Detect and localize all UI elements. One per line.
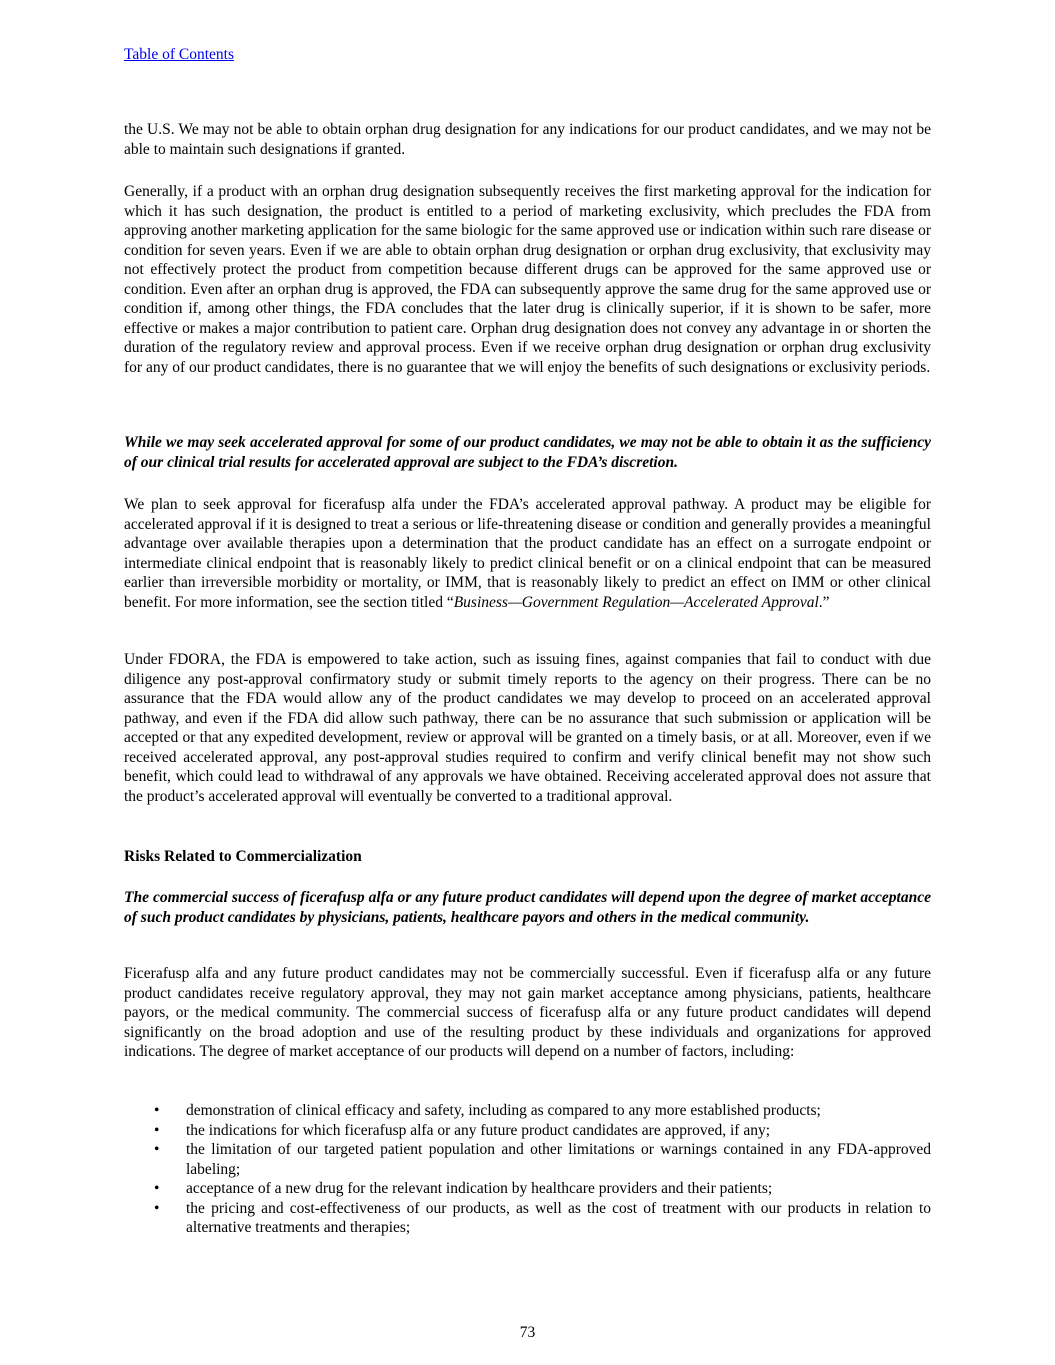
risk-heading-market-acceptance: The commercial success of ficerafusp alfa or any future product candidates will depend upon the degree of market acceptance of such product candidates by physicians, patients, healthcare payors and others in the medical community. (124, 889, 931, 926)
risk-heading-accelerated-approval: While we may seek accelerated approval for some of our product candidates, we may not be able to obtain it as the sufficiency of our clinical trial results for accelerated approval are subject to the FDA’s discretion. (124, 434, 931, 471)
list-item (124, 1121, 931, 1141)
bullet-icon: • (154, 1199, 160, 1217)
table-of-contents-link[interactable]: Table of Contents (124, 46, 234, 63)
bullet-icon: • (154, 1102, 160, 1119)
text: We plan to seek approval for ficerafusp alfa under the FDA’s accelerated approval pathway. A product may be eligible for accelerated approval if it is designed to treat a serious or life-threatening disease or condition and generally provides a meaningful advantage over available therapies upon a determination that the product candidate has an effect on a surrogate endpoint or intermediate clinical endpoint that is reasonably likely to predict clinical benefit or on a clinical endpoint that can be measured earlier than irreversible morbidity or mortality, or IMM, that is reasonably likely to predict an effect on IMM or other clinical benefit. For more information, see the section titled “ (124, 496, 931, 611)
page-number: 73 (519, 1324, 536, 1341)
factors-list (124, 1101, 931, 1238)
list-item-text: acceptance of a new drug for the relevant indication by healthcare providers and their patients; (186, 1180, 773, 1197)
list-item-text: the pricing and cost-effectiveness of our products, as well as the cost of treatment with our products in relation to alternative treatments and therapies; (186, 1199, 931, 1236)
list-item-text: the limitation of our targeted patient population and other limitations or warnings contained in any FDA-approved labeling; (186, 1141, 931, 1178)
list-item (124, 1101, 931, 1121)
paragraph-orphan-exclusivity: Generally, if a product with an orphan drug designation subsequently receives the first marketing approval for the indication for which it has such designation, the product is entitled to a period of marketing exclusivity, which precludes the FDA from approving another marketing application for the same biologic for the same approved use or indication within such rare disease or condition for seven years. Even if we are able to obtain orphan drug designation or orphan drug exclusivity, that exclusivity may not effectively protect the product from competition because different drugs can be approved for the same approved use or condition. Even after an orphan drug is approved, the FDA can subsequently approve the same drug for the same approved use or condition if, among other things, the FDA concludes that the later drug is clinically superior, if it is shown to be safer, more effective or makes a major contribution to patient care. Orphan drug designation does not convey any advantage in or shorten the duration of the regulatory review and approval process. Even if we receive orphan drug designation or orphan drug exclusivity for any of our product candidates, there is no guarantee that we will enjoy the benefits of such designations or exclusivity periods. (124, 183, 931, 376)
section-reference: Business—Government Regulation—Accelerated Approval (453, 593, 819, 611)
list-item-text: the indications for which ficerafusp alfa or any future product candidates are approved, if any; (186, 1121, 771, 1139)
paragraph-fdora: Under FDORA, the FDA is empowered to take action, such as issuing fines, against companies that fail to conduct with due diligence any post-approval confirmatory study or submit timely reports to the agency on their progress. There can be no assurance that the FDA would allow any of the product candidates we may develop to proceed on an accelerated approval pathway, and even if the FDA did allow such pathway, there can be no assurance that such submission or application will be accepted or that any expedited development, review or approval will be granted on a timely basis, or at all. Moreover, even if we received accelerated approval, any post-approval studies required to confirm and verify clinical benefit may not show such benefit, which could lead to withdrawal of any approvals we have obtained. Receiving accelerated approval does not assure that the product’s accelerated approval will eventually be converted to a traditional approval. (124, 651, 931, 805)
list-item (124, 1140, 931, 1179)
list-item (124, 1179, 931, 1199)
section-heading-commercialization: Risks Related to Commercialization (124, 848, 362, 865)
list-item-text: demonstration of clinical efficacy and safety, including as compared to any more established products; (186, 1102, 821, 1119)
text: .” (818, 593, 830, 611)
bullet-icon: • (154, 1141, 160, 1158)
paragraph-market-acceptance: Ficerafusp alfa and any future product candidates may not be commercially successful. Even if ficerafusp alfa or any future product candidates receive regulatory approval, they may not gain market acceptance among physicians, patients, healthcare payors, or the medical community. The commercial success of ficerafusp alfa or any future product candidates will depend significantly on the broad adoption and use of the resulting product by these individuals and organizations for approved indications. The degree of market acceptance of our products will depend on a number of factors, including: (124, 965, 931, 1060)
paragraph-orphan-intro: the U.S. We may not be able to obtain orphan drug designation for any indications for our product candidates, and we may not be able to maintain such designations if granted. (124, 121, 931, 158)
bullet-icon: • (154, 1180, 160, 1197)
bullet-icon: • (154, 1121, 160, 1139)
list-item (124, 1199, 931, 1238)
paragraph-accelerated-approval (124, 495, 931, 612)
